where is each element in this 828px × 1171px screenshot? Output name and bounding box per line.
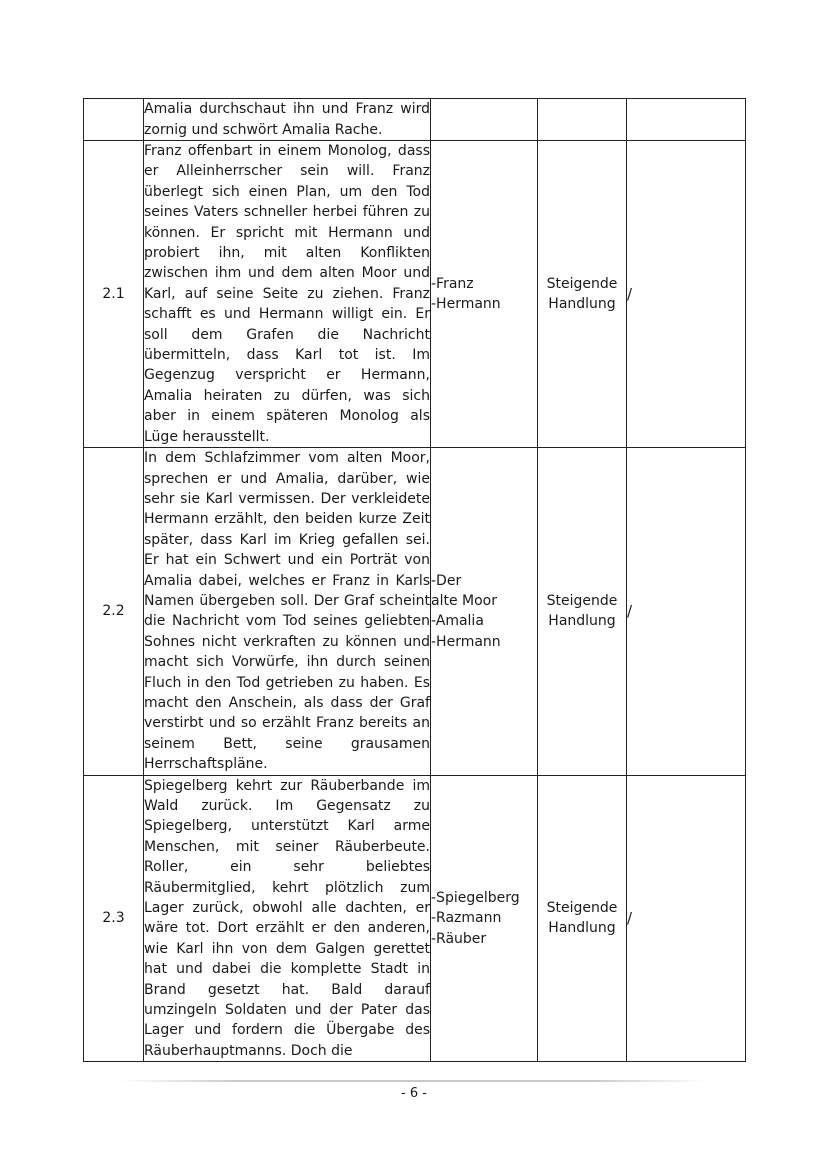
scene-number: 2.2 — [84, 448, 144, 776]
table-row — [84, 141, 746, 448]
scene-extra: / — [627, 448, 746, 776]
scene-extra: / — [627, 141, 746, 448]
scene-table — [83, 98, 746, 1062]
character-name: -Amalia — [431, 613, 484, 630]
character-name: -Hermann — [431, 633, 501, 650]
character-name: -Franz — [431, 275, 474, 292]
scene-description: Amalia durchschaut ihn und Franz wird zornig und schwört Amalia Rache. — [144, 99, 431, 141]
table-row — [84, 99, 746, 141]
scene-phase — [538, 99, 627, 141]
character-name: -Räuber — [431, 930, 487, 947]
scene-phase: Steigende Handlung — [538, 775, 627, 1062]
scene-extra: / — [627, 775, 746, 1062]
character-name: -Spiegelberg — [431, 889, 520, 906]
scene-characters — [431, 775, 538, 1062]
scene-extra — [627, 99, 746, 141]
page-number: - 6 - — [401, 1086, 427, 1101]
scene-number: 2.3 — [84, 775, 144, 1062]
scene-phase: Steigende Handlung — [538, 448, 627, 776]
scene-number: 2.1 — [84, 141, 144, 448]
scene-description: In dem Schlafzimmer vom alten Moor, sprechen er und Amalia, darüber, wie sehr sie Karl vermissen. Der verkleidete Hermann erzählt, den beiden kurze Zeit später, dass Karl im Krieg gefallen sei. Er hat ein Schwert und ein Porträt von Amalia dabei, welches er Franz in Karls Namen übergeben soll. Der Graf scheint die Nachricht vom Tod seines geliebten Sohnes nicht verkraften zu können und macht sich Vorwürfe, ihn durch seinen Fluch in den Tod getrieben zu haben. Es macht den Anschein, als dass der Graf verstirbt und so erzählt Franz bereits an seinem Bett, seine grausamen Herrschaftspläne. — [144, 448, 431, 776]
scene-characters — [431, 448, 538, 776]
scene-phase: Steigende Handlung — [538, 141, 627, 448]
table-row — [84, 775, 746, 1062]
scene-description: Franz offenbart in einem Monolog, dass er Alleinherrscher sein will. Franz überlegt sich einen Plan, um den Tod seines Vaters schneller herbei führen zu können. Er spricht mit Hermann und probiert ihn, mit alten Konflikten zwischen ihm und dem alten Moor und Karl, auf seine Seite zu ziehen. Franz schafft es und Hermann willigt ein. Er soll dem Grafen die Nachricht übermitteln, dass Karl tot ist. Im Gegenzug verspricht er Hermann, Amalia heiraten zu dürfen, was sich aber in einem späteren Monolog als Lüge herausstellt. — [144, 141, 431, 448]
character-name: -Der — [431, 572, 462, 589]
character-name: alte Moor — [431, 592, 497, 609]
footer-divider — [120, 1080, 708, 1082]
scene-description: Spiegelberg kehrt zur Räuberbande im Wald zurück. Im Gegensatz zu Spiegelberg, unterstützt Karl arme Menschen, mit seiner Räuberbeute. Roller, ein sehr beliebtes Räubermitglied, kehrt plötzlich zum Lager zurück, obwohl alle dachten, er wäre tot. Dort erzählt er den anderen, wie Karl ihn von dem Galgen gerettet hat und dabei die komplette Stadt in Brand gesetzt hat. Bald darauf umzingeln Soldaten und der Pater das Lager und fordern die Übergabe des Räuberhauptmanns. Doch die — [144, 775, 431, 1062]
scene-number — [84, 99, 144, 141]
character-name: -Razmann — [431, 910, 502, 927]
scene-characters — [431, 141, 538, 448]
character-name: -Hermann — [431, 296, 501, 313]
scene-characters — [431, 99, 538, 141]
table-row — [84, 448, 746, 776]
